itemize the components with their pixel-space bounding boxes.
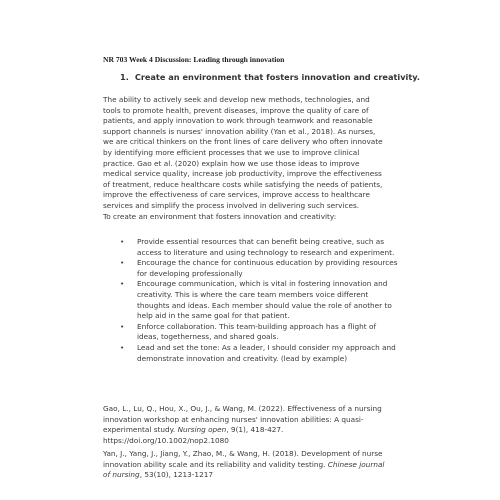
list-item-line: help aid in the same goal for that patient. — [137, 311, 290, 321]
journal-title: Chinese journal — [327, 459, 385, 469]
list-item-line: Enforce collaboration. This team-building approach has a flight of — [137, 321, 377, 331]
bullet-list — [103, 237, 423, 364]
reference-line: Yan, J., Yang, J., Jiang, Y., Zhao, M., & Wang, H. (2018). Development of nurse — [103, 449, 383, 458]
reference-entry — [103, 404, 423, 446]
list-item-line: Lead and set the tone: As a leader, I should consider my approach and — [137, 342, 396, 352]
paragraph-line: we are critical thinkers on the front lines of care delivery who often innovate — [103, 137, 383, 147]
bullet-icon: • — [120, 342, 125, 352]
list-item-line: creativity. This is where the care team members voice different — [137, 289, 369, 299]
paragraph-line: The ability to actively seek and develop new methods, technologies, and — [103, 95, 370, 104]
list-item-line: Encourage the chance for continuous education by providing resources — [137, 258, 398, 268]
reference-text: experimental study. — [103, 425, 178, 435]
heading-number: 1. — [120, 72, 129, 82]
list-item-line: thoughts and ideas. Each member should value the role of another to — [137, 300, 392, 310]
paragraph-line: medical service quality, increase job productivity, improve the effectiveness — [103, 169, 382, 179]
reference-text: innovation ability scale and its reliability and validity testing. — [103, 459, 328, 469]
section-heading — [120, 72, 420, 82]
list-item-line: demonstrate innovation and creativity. (lead by example) — [137, 353, 348, 363]
list-item-line: Provide essential resources that can benefit being creative, such as — [137, 237, 385, 246]
list-item — [103, 258, 423, 279]
paragraph-line: of treatment, reduce healthcare costs while satisfying the needs of patients, — [103, 179, 383, 189]
reference-text: , 9(1), 418-427. — [226, 425, 284, 435]
paragraph-line: tools to promote health, prevent diseases, improve the quality of care of — [103, 105, 369, 115]
reference-line — [103, 460, 423, 471]
reference-line — [103, 470, 423, 481]
reference-line: Gao, L., Lu, Q., Hou, X., Ou, J., & Wang, M. (2022). Effectiveness of a nursing — [103, 404, 382, 413]
paragraph-line: services and simplify the process involved in delivering such services. — [103, 200, 360, 210]
document-title: NR 703 Week 4 Discussion: Leading through innovation — [103, 55, 285, 64]
list-item-line: Encourage communication, which is vital in fostering innovation and — [137, 279, 388, 289]
paragraph-line: by identifying more efficient processes that we use to improve clinical — [103, 147, 360, 157]
bullet-icon: • — [120, 279, 125, 289]
paragraph-line: practice. Gao et al. (2020) explain how we use those ideas to improve — [103, 158, 360, 168]
bullet-icon: • — [120, 321, 125, 331]
reference-entry — [103, 449, 423, 481]
doi-link[interactable]: https://doi.org/10.1002/nop2.1080 — [103, 435, 229, 445]
paragraph-line: improve the effectiveness of care services, improve access to healthcare — [103, 190, 370, 200]
list-item — [103, 237, 423, 258]
intro-paragraph — [103, 95, 403, 212]
journal-title: Nursing open — [177, 425, 227, 435]
heading-text: Create an environment that fosters innovation and creativity. — [134, 72, 420, 82]
paragraph-line: support channels is nurses' innovation ability (Yan et al., 2018). As nurses, — [103, 126, 376, 136]
bullet-icon: • — [120, 258, 125, 268]
reference-text: , 53(10), 1213-1217 — [139, 470, 214, 480]
reference-line — [103, 425, 423, 436]
list-intro-paragraph: To create an environment that fosters innovation and creativity: — [103, 212, 337, 221]
list-item-line: for developing professionally — [137, 268, 243, 278]
reference-line: innovation workshop at enhancing nurses' innovation abilities: A quasi- — [103, 414, 364, 424]
list-item-line: access to literature and using technology to research and experiment. — [137, 247, 395, 257]
list-item — [103, 322, 423, 343]
list-item — [103, 343, 423, 364]
paragraph-line: patients, and apply innovation to work through teamwork and reasonable — [103, 116, 373, 126]
bullet-icon: • — [120, 237, 125, 246]
list-item-line: ideas, togetherness, and shared goals. — [137, 332, 279, 342]
list-item — [103, 279, 423, 321]
journal-title: of nursing — [103, 470, 140, 480]
